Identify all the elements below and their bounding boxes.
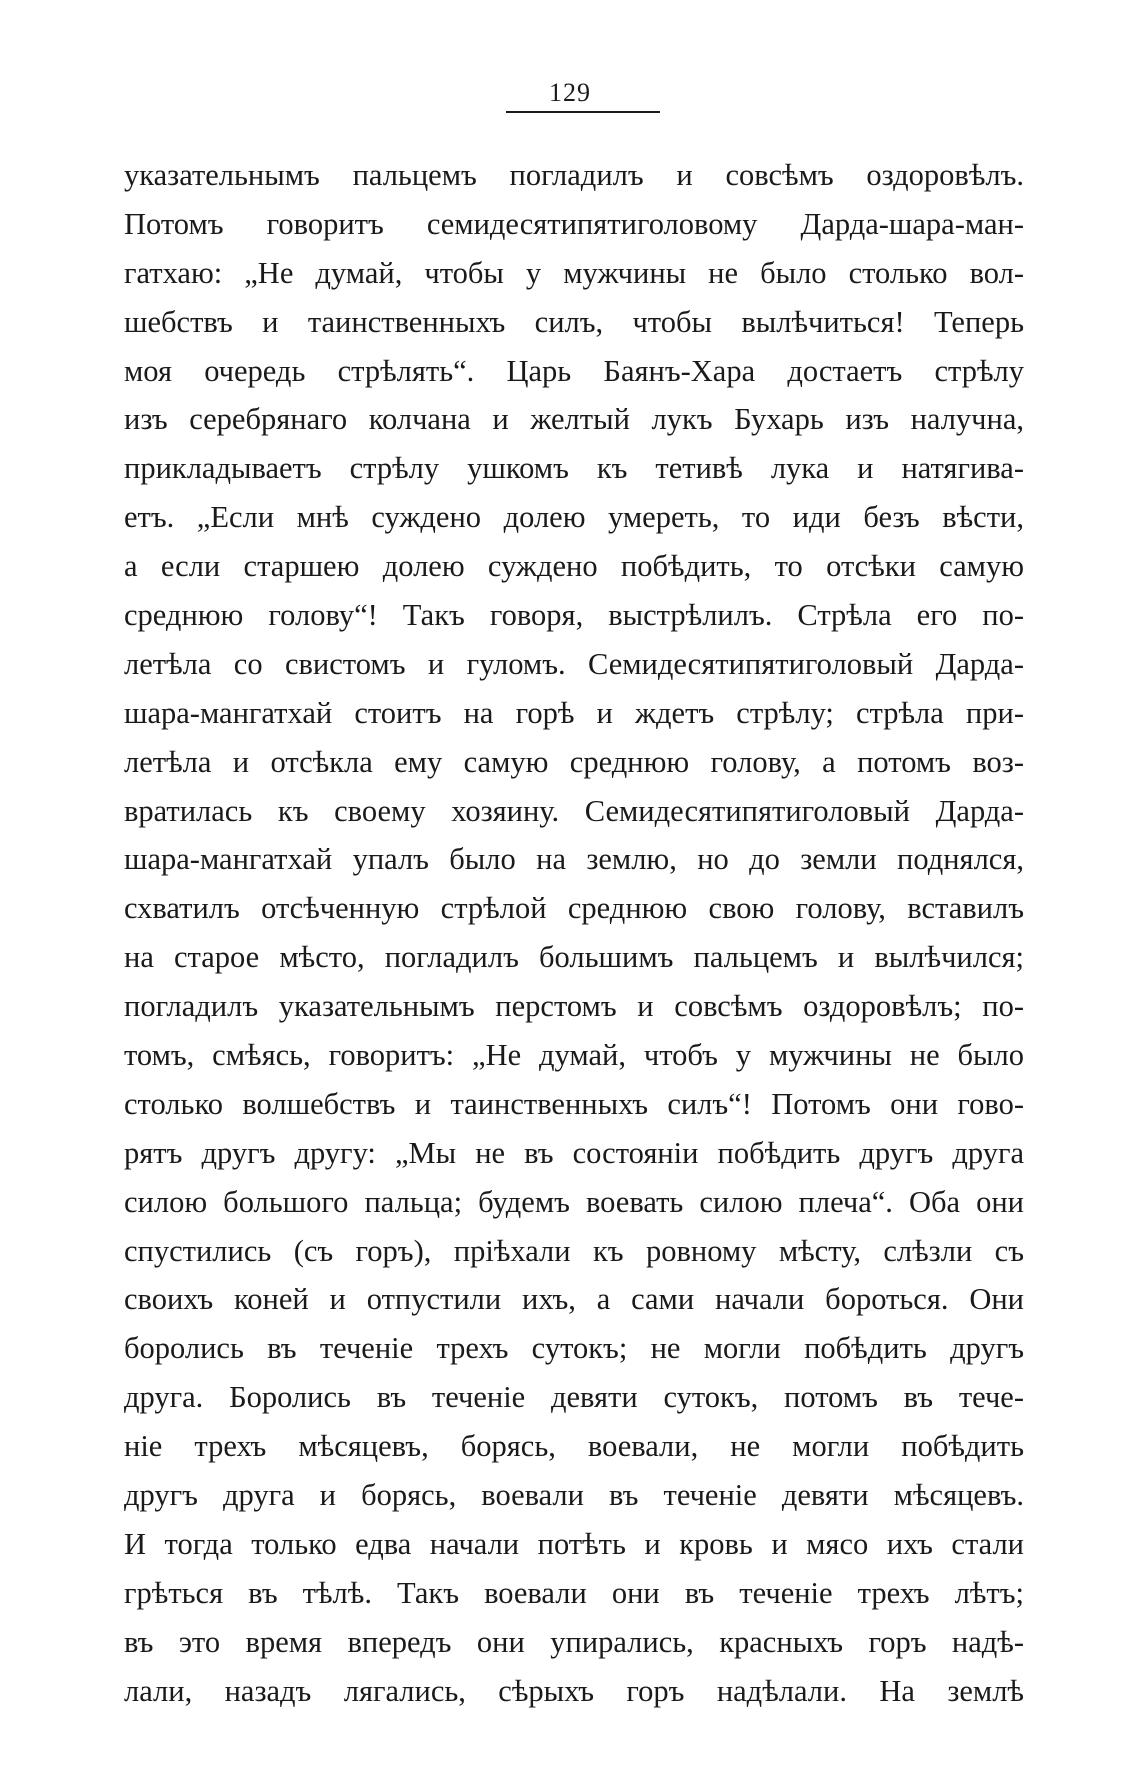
- text-line: другъ друга и борясь, воевали въ теченіе девяти мѣсяцевъ.: [124, 1478, 1024, 1513]
- text-line: ніе трехъ мѣсяцевъ, борясь, воевали, не могли побѣдить: [124, 1429, 1024, 1464]
- text-line: силою большого пальца; будемъ воевать силою плеча“. Оба они: [124, 1184, 1024, 1219]
- text-line: на старое мѣсто, погладилъ большимъ пальцемъ и вылѣчился;: [124, 940, 1024, 975]
- text-line: столько волшебствъ и таинственныхъ силъ“! Потомъ они гово-: [124, 1086, 1024, 1121]
- text-line: среднюю голову“! Такъ говоря, выстрѣлилъ. Стрѣла его по-: [124, 598, 1024, 633]
- text-line: гатхаю: „Не думай, чтобы у мужчины не было столько вол-: [124, 255, 1024, 290]
- text-line: летѣла со свистомъ и гуломъ. Семидесятипятиголовый Дарда-: [124, 646, 1024, 681]
- text-line: етъ. „Если мнѣ суждено долею умереть, то иди безъ вѣсти,: [124, 500, 1024, 535]
- text-line: шара-мангатхай стоитъ на горѣ и ждетъ стрѣлу; стрѣла при-: [124, 695, 1024, 730]
- text-line: рятъ другъ другу: „Мы не въ состояніи побѣдить другъ друга: [124, 1135, 1024, 1170]
- text-line: схватилъ отсѣченную стрѣлой среднюю свою голову, вставилъ: [124, 891, 1024, 926]
- text-line: спустились (съ горъ), пріѣхали къ ровному мѣсту, слѣзли съ: [124, 1233, 1024, 1268]
- text-line: друга. Боролись въ теченіе девяти сутокъ, потомъ въ тече-: [124, 1380, 1024, 1415]
- text-line: своихъ коней и отпустили ихъ, а сами начали бороться. Они: [124, 1282, 1024, 1317]
- text-line: шебствъ и таинственныхъ силъ, чтобы вылѣчиться! Теперь: [124, 304, 1024, 339]
- text-line: а если старшею долею суждено побѣдить, то отсѣки самую: [124, 549, 1024, 584]
- text-line: погладилъ указательнымъ перстомъ и совсѣмъ оздоровѣлъ; по-: [124, 989, 1024, 1024]
- text-line: грѣться въ тѣлѣ. Такъ воевали они въ теченіе трехъ лѣтъ;: [124, 1575, 1024, 1610]
- text-line: указательнымъ пальцемъ погладилъ и совсѣмъ оздоровѣлъ.: [124, 158, 1024, 192]
- text-line: шара-мангатхай упалъ было на землю, но до земли поднялся,: [124, 842, 1024, 877]
- text-line: летѣла и отсѣкла ему самую среднюю голову, а потомъ воз-: [124, 744, 1024, 779]
- text-line: прикладываетъ стрѣлу ушкомъ къ тетивѣ лука и натягива-: [124, 451, 1024, 486]
- page-number: 129: [549, 78, 591, 107]
- body-text: [124, 151, 1024, 1716]
- text-line: вратилась къ своему хозяину. Семидесятипятиголовый Дарда-: [124, 793, 1024, 828]
- text-line: изъ серебрянаго колчана и желтый лукъ Бухарь изъ налучна,: [124, 402, 1024, 437]
- text-line: моя очередь стрѣлять“. Царь Баянъ-Хара достаетъ стрѣлу: [124, 353, 1024, 388]
- text-line: И тогда только едва начали потѣть и кровь и мясо ихъ стали: [124, 1526, 1024, 1561]
- text-line: боролись въ теченіе трехъ сутокъ; не могли побѣдить другъ: [124, 1331, 1024, 1366]
- header-rule: [506, 111, 660, 113]
- text-line: Потомъ говоритъ семидесятипятиголовому Дарда-шара-ман-: [124, 206, 1024, 241]
- text-line: лали, назадъ лягались, сѣрыхъ горъ надѣлали. На землѣ: [124, 1673, 1024, 1708]
- text-line: въ это время впередъ они упирались, красныхъ горъ надѣ-: [124, 1624, 1024, 1659]
- text-line: томъ, смѣясь, говоритъ: „Не думай, чтобъ у мужчины не было: [124, 1038, 1024, 1073]
